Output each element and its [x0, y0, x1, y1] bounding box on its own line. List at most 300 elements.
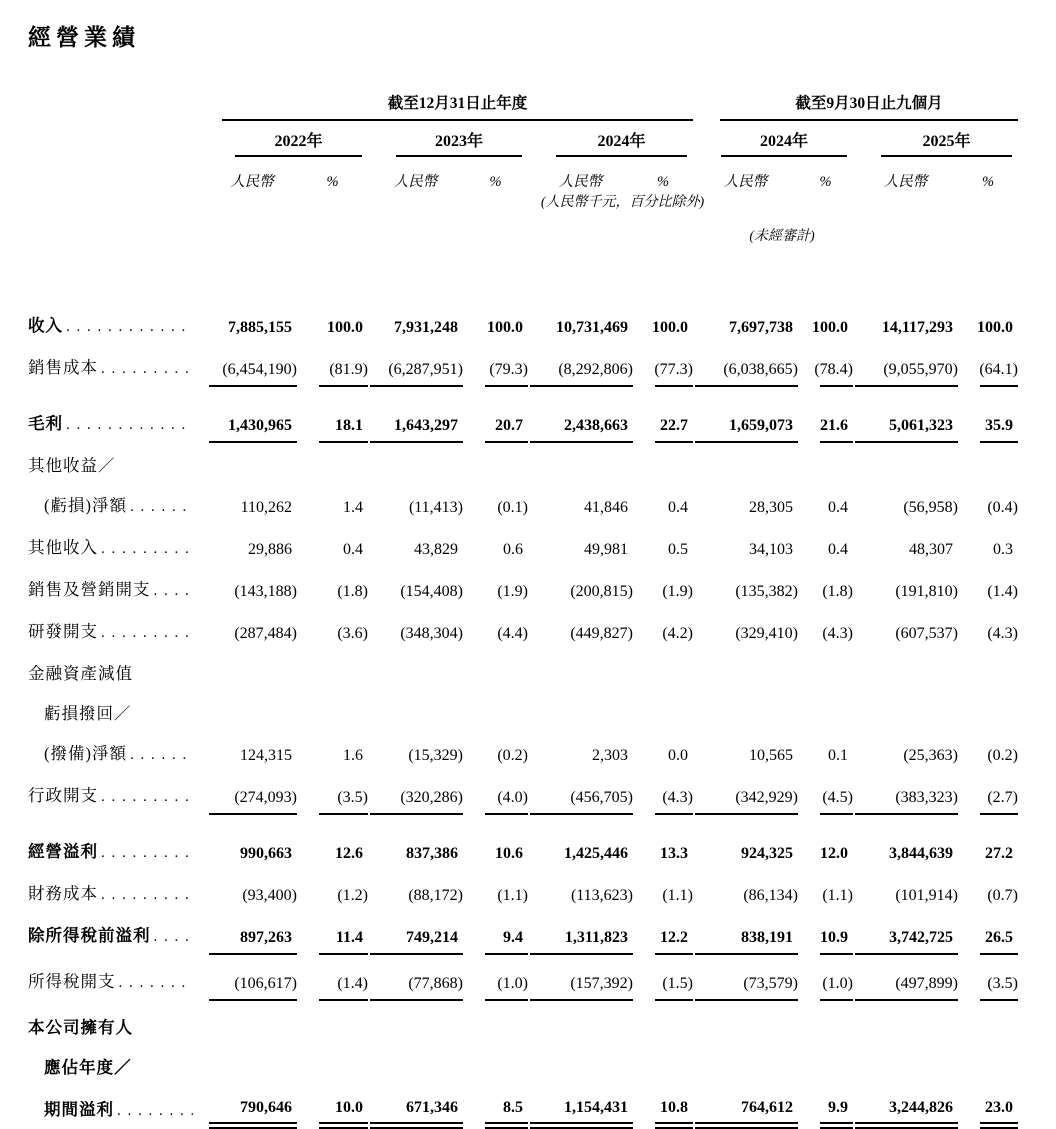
value-text: 11.4 — [335, 929, 363, 946]
percent-header: % — [981, 174, 995, 190]
value-cell-rmb — [370, 1097, 463, 1129]
dot-leader — [101, 359, 193, 380]
value-cell-percent — [980, 359, 1018, 387]
value-cell-percent — [820, 973, 853, 1001]
value-text: 12.6 — [335, 845, 363, 862]
value-text: 1.4 — [343, 499, 363, 516]
row-label: 期間溢利 — [44, 1100, 114, 1119]
value-text: 790,646 — [240, 1099, 292, 1116]
dot-leader — [154, 581, 194, 602]
table-row — [28, 621, 1018, 651]
value-cell-rmb — [370, 415, 463, 443]
value-cell-percent — [820, 745, 853, 773]
value-text: (0.4) — [987, 499, 1018, 516]
value-text: 14,117,293 — [881, 319, 953, 336]
value-text: (2.7) — [987, 789, 1018, 806]
value-text: (11,413) — [408, 499, 463, 516]
value-text: 1,430,965 — [228, 417, 292, 434]
value-cell-percent — [820, 885, 853, 913]
value-text: (1.1) — [662, 887, 693, 904]
dot-leader — [101, 623, 193, 644]
row-label: 金融資產減值 — [28, 664, 133, 683]
value-cell-rmb — [370, 745, 463, 773]
row-label: 所得稅開支 — [28, 972, 116, 991]
value-text: 838,191 — [741, 929, 793, 946]
value-cell-percent — [980, 843, 1018, 871]
dot-leader — [66, 317, 193, 338]
value-text: (77,868) — [408, 975, 463, 992]
row-label: (虧損)淨額 — [44, 496, 127, 515]
value-cell-percent — [980, 724, 1018, 731]
row-label-cell — [28, 971, 207, 1001]
value-cell-rmb — [370, 317, 463, 345]
value-cell-rmb — [855, 1078, 958, 1085]
value-cell-percent — [814, 359, 853, 387]
value-text: (1.4) — [987, 583, 1018, 600]
row-label-cell — [28, 883, 207, 913]
row-label-cell — [28, 1099, 207, 1129]
value-cell-percent — [655, 497, 693, 525]
value-cell-percent — [655, 539, 693, 567]
value-text: (1.9) — [497, 583, 528, 600]
value-cell-percent — [485, 359, 528, 387]
value-text: (607,537) — [895, 625, 958, 642]
value-cell-percent — [980, 497, 1018, 525]
value-text: 28,305 — [749, 499, 793, 516]
value-text: 20.7 — [495, 417, 523, 434]
value-text: (113,623) — [570, 887, 633, 904]
value-cell-rmb — [530, 843, 633, 871]
value-text: 3,244,826 — [889, 1099, 953, 1116]
value-text: 26.5 — [985, 929, 1013, 946]
value-cell-rmb — [209, 1078, 297, 1085]
value-text: 12.0 — [820, 845, 848, 862]
value-cell-percent — [820, 581, 853, 609]
value-cell-percent — [485, 787, 528, 815]
row-label: 其他收益／ — [28, 456, 116, 475]
value-text: (73,579) — [743, 975, 798, 992]
value-text: (79.3) — [489, 361, 528, 378]
row-label-cell — [28, 495, 207, 525]
value-cell-rmb — [855, 724, 958, 731]
row-label: 應佔年度／ — [44, 1058, 132, 1077]
value-cell-rmb — [855, 927, 958, 955]
value-text: (4.3) — [662, 789, 693, 806]
value-cell-rmb — [209, 787, 297, 815]
table-row — [28, 1057, 1018, 1085]
row-label: 行政開支 — [28, 786, 98, 805]
value-text: 671,346 — [406, 1099, 458, 1116]
row-label-cell — [28, 703, 207, 731]
value-text: (78.4) — [814, 361, 853, 378]
value-cell-percent — [485, 581, 528, 609]
value-cell-percent — [820, 623, 853, 651]
value-text: (342,929) — [735, 789, 798, 806]
value-text: 8.5 — [503, 1099, 523, 1116]
value-cell-percent — [980, 745, 1018, 773]
value-cell-rmb — [530, 973, 633, 1001]
value-cell-rmb — [209, 539, 297, 567]
value-text: (81.9) — [329, 361, 368, 378]
value-cell-rmb — [530, 581, 633, 609]
value-cell-rmb — [530, 359, 633, 387]
value-text: (1.9) — [662, 583, 693, 600]
value-text: (25,363) — [903, 747, 958, 764]
value-cell-rmb — [695, 1097, 798, 1129]
value-cell-percent — [655, 745, 693, 773]
value-text: (1.2) — [337, 887, 368, 904]
value-cell-rmb — [209, 885, 297, 913]
table-row — [28, 579, 1018, 609]
value-cell-rmb — [695, 843, 798, 871]
value-cell-percent — [655, 623, 693, 651]
value-text: 1.6 — [343, 747, 363, 764]
table-row — [28, 315, 1018, 345]
value-cell-percent — [319, 684, 368, 691]
row-label: 毛利 — [28, 414, 63, 433]
value-cell-rmb — [855, 539, 958, 567]
value-text: (1.4) — [337, 975, 368, 992]
value-cell-rmb — [209, 684, 297, 691]
value-cell-rmb — [695, 973, 798, 1001]
value-text: 0.4 — [343, 541, 363, 558]
value-cell-percent — [319, 581, 368, 609]
value-cell-percent — [655, 843, 693, 871]
value-text: 10.8 — [660, 1099, 688, 1116]
value-text: (1.8) — [822, 583, 853, 600]
currency-percent-header-row — [28, 173, 1018, 191]
currency-header: 人民幣 — [558, 174, 603, 190]
value-text: 0.1 — [828, 747, 848, 764]
value-cell-percent — [820, 843, 853, 871]
value-cell-rmb — [370, 684, 463, 691]
value-text: 100.0 — [327, 319, 363, 336]
table-row — [28, 703, 1018, 731]
table-row — [28, 785, 1018, 815]
table-row — [28, 841, 1018, 871]
value-cell-percent — [980, 1097, 1018, 1129]
dot-leader — [101, 539, 193, 560]
value-cell-percent — [319, 317, 368, 345]
value-cell-rmb — [209, 745, 297, 773]
value-text: 100.0 — [652, 319, 688, 336]
year-column-header: 2022年 — [235, 133, 362, 157]
value-cell-rmb — [695, 684, 798, 691]
value-text: 0.4 — [828, 499, 848, 516]
value-text: (200,815) — [570, 583, 633, 600]
value-text: 0.0 — [668, 747, 688, 764]
value-text: (135,382) — [735, 583, 798, 600]
value-cell-percent — [319, 359, 368, 387]
value-text: (0.2) — [497, 747, 528, 764]
value-text: (9,055,970) — [883, 361, 958, 378]
table-row — [28, 883, 1018, 913]
year-header-row — [28, 133, 1018, 157]
value-text: (1.5) — [662, 975, 693, 992]
value-text: 124,315 — [240, 747, 292, 764]
value-cell-rmb — [530, 927, 633, 955]
row-label: 除所得稅前溢利 — [28, 926, 151, 945]
page-title: 經營業績 — [28, 24, 140, 50]
row-label-cell — [28, 455, 207, 483]
value-cell-percent — [319, 1097, 368, 1129]
value-cell-percent — [980, 1078, 1018, 1085]
unit-note: (人民幣千元，百分比除外) — [540, 195, 705, 210]
value-cell-percent — [319, 1078, 368, 1085]
value-cell-percent — [485, 1097, 528, 1129]
value-text: 10.9 — [820, 929, 848, 946]
value-cell-percent — [820, 539, 853, 567]
value-cell-percent — [655, 1038, 693, 1045]
table-body — [28, 315, 1018, 1129]
value-text: (287,484) — [234, 625, 297, 642]
value-cell-rmb — [370, 359, 463, 387]
value-cell-percent — [319, 745, 368, 773]
percent-header: % — [656, 174, 670, 190]
value-cell-rmb — [370, 623, 463, 651]
value-cell-rmb — [695, 623, 798, 651]
value-cell-rmb — [209, 415, 297, 443]
value-cell-rmb — [695, 359, 798, 387]
value-cell-rmb — [855, 476, 958, 483]
value-cell-rmb — [209, 317, 297, 345]
value-cell-rmb — [530, 745, 633, 773]
value-cell-percent — [980, 581, 1018, 609]
value-text: (1.1) — [497, 887, 528, 904]
value-text: 924,325 — [741, 845, 793, 862]
value-cell-rmb — [855, 973, 958, 1001]
dot-leader — [101, 787, 193, 808]
value-cell-rmb — [530, 317, 633, 345]
value-cell-rmb — [695, 724, 798, 731]
value-cell-rmb — [855, 359, 958, 387]
value-text: (15,329) — [408, 747, 463, 764]
value-cell-rmb — [530, 476, 633, 483]
value-cell-percent — [812, 317, 853, 345]
value-text: (4.4) — [497, 625, 528, 642]
value-cell-rmb — [370, 787, 463, 815]
value-cell-rmb — [370, 1078, 463, 1085]
value-cell-percent — [319, 885, 368, 913]
value-cell-rmb — [370, 1038, 463, 1045]
value-cell-percent — [655, 724, 693, 731]
row-label-cell — [28, 785, 207, 815]
column-group-nine-month: 截至9月30日止九個月 — [720, 95, 1018, 121]
value-cell-rmb — [695, 581, 798, 609]
dot-leader — [119, 973, 194, 994]
row-label-cell — [28, 537, 207, 567]
value-cell-percent — [485, 539, 528, 567]
value-text: 1,643,297 — [394, 417, 458, 434]
row-label: 收入 — [28, 316, 63, 335]
value-cell-percent — [820, 1078, 853, 1085]
value-cell-percent — [655, 415, 693, 443]
row-label-cell — [28, 841, 207, 871]
value-cell-percent — [319, 843, 368, 871]
value-cell-percent — [485, 623, 528, 651]
value-cell-rmb — [209, 359, 297, 387]
value-cell-percent — [980, 787, 1018, 815]
value-text: 10.6 — [495, 845, 523, 862]
value-cell-rmb — [209, 623, 297, 651]
value-cell-rmb — [695, 885, 798, 913]
table-row — [28, 663, 1018, 691]
value-cell-percent — [980, 684, 1018, 691]
value-text: 5,061,323 — [889, 417, 953, 434]
value-text: (86,134) — [743, 887, 798, 904]
value-text: 749,214 — [406, 929, 458, 946]
value-text: 9.9 — [828, 1099, 848, 1116]
value-text: 27.2 — [985, 845, 1013, 862]
value-text: 2,438,663 — [564, 417, 628, 434]
value-text: (157,392) — [570, 975, 633, 992]
column-group-row — [28, 95, 1018, 121]
value-text: 48,307 — [909, 541, 953, 558]
value-cell-percent — [820, 497, 853, 525]
value-text: 10.0 — [335, 1099, 363, 1116]
value-cell-percent — [980, 927, 1018, 955]
year-column-header: 2025年 — [881, 133, 1012, 157]
value-text: 990,663 — [240, 845, 292, 862]
value-text: (143,188) — [234, 583, 297, 600]
value-text: (106,617) — [234, 975, 297, 992]
value-text: 13.3 — [660, 845, 688, 862]
value-text: 3,742,725 — [889, 929, 953, 946]
value-text: (3.5) — [987, 975, 1018, 992]
value-text: 34,103 — [749, 541, 793, 558]
value-cell-percent — [980, 1038, 1018, 1045]
value-cell-rmb — [370, 885, 463, 913]
value-text: (93,400) — [242, 887, 297, 904]
value-cell-percent — [820, 684, 853, 691]
value-text: (0.1) — [497, 499, 528, 516]
value-text: (8,292,806) — [558, 361, 633, 378]
value-cell-percent — [977, 317, 1018, 345]
value-text: 35.9 — [985, 417, 1013, 434]
value-cell-percent — [485, 1038, 528, 1045]
value-text: 9.4 — [503, 929, 523, 946]
value-cell-percent — [820, 1038, 853, 1045]
value-cell-percent — [485, 843, 528, 871]
value-cell-percent — [820, 415, 853, 443]
value-cell-percent — [485, 1078, 528, 1085]
dot-leader — [117, 1101, 193, 1122]
value-text: (6,287,951) — [388, 361, 463, 378]
value-text: (101,914) — [895, 887, 958, 904]
value-cell-rmb — [695, 787, 798, 815]
value-cell-percent — [319, 497, 368, 525]
value-cell-percent — [485, 927, 528, 955]
value-cell-rmb — [370, 497, 463, 525]
value-text: (56,958) — [903, 499, 958, 516]
table-row — [28, 537, 1018, 567]
value-cell-rmb — [695, 415, 798, 443]
value-text: 21.6 — [820, 417, 848, 434]
value-cell-rmb — [695, 317, 798, 345]
value-cell-rmb — [855, 745, 958, 773]
dot-leader — [130, 497, 193, 518]
row-label-cell — [28, 315, 207, 345]
value-cell-rmb — [530, 1038, 633, 1045]
value-cell-rmb — [530, 497, 633, 525]
value-cell-percent — [485, 497, 528, 525]
percent-header: % — [326, 174, 339, 190]
value-text: 3,844,639 — [889, 845, 953, 862]
value-cell-rmb — [530, 1078, 633, 1085]
value-cell-rmb — [855, 623, 958, 651]
value-text: (4.2) — [662, 625, 693, 642]
value-cell-percent — [820, 476, 853, 483]
value-text: 1,311,823 — [564, 929, 628, 946]
value-text: (1.0) — [497, 975, 528, 992]
value-text: 110,262 — [240, 499, 292, 516]
currency-header: 人民幣 — [393, 174, 438, 190]
value-text: 1,425,446 — [564, 845, 628, 862]
value-text: 12.2 — [660, 929, 688, 946]
row-label: 財務成本 — [28, 884, 98, 903]
value-text: 7,931,248 — [394, 319, 458, 336]
value-text: 1,154,431 — [564, 1099, 628, 1116]
value-cell-rmb — [855, 581, 958, 609]
value-cell-percent — [319, 623, 368, 651]
value-cell-percent — [319, 724, 368, 731]
value-text: (348,304) — [400, 625, 463, 642]
dot-leader — [66, 415, 193, 436]
currency-header: 人民幣 — [883, 174, 928, 190]
value-cell-rmb — [209, 973, 297, 1001]
value-cell-percent — [485, 476, 528, 483]
value-text: (274,093) — [234, 789, 297, 806]
value-text: (1.8) — [337, 583, 368, 600]
value-text: 18.1 — [335, 417, 363, 434]
value-cell-percent — [319, 973, 368, 1001]
value-cell-rmb — [209, 843, 297, 871]
value-cell-percent — [820, 787, 853, 815]
value-cell-percent — [655, 359, 693, 387]
value-text: 22.7 — [660, 417, 688, 434]
value-text: 100.0 — [977, 319, 1013, 336]
value-cell-rmb — [370, 843, 463, 871]
value-cell-rmb — [370, 927, 463, 955]
year-column-header: 2024年 — [556, 133, 687, 157]
row-label-cell — [28, 1057, 207, 1085]
value-cell-percent — [485, 973, 528, 1001]
value-cell-rmb — [695, 1038, 798, 1045]
dot-leader — [130, 745, 193, 766]
row-label: 研發開支 — [28, 622, 98, 641]
value-cell-rmb — [530, 787, 633, 815]
value-cell-percent — [655, 581, 693, 609]
value-cell-rmb — [530, 1097, 633, 1129]
value-text: (64.1) — [979, 361, 1018, 378]
value-cell-percent — [319, 415, 368, 443]
row-label-cell — [28, 663, 207, 691]
value-cell-rmb — [370, 724, 463, 731]
dot-leader — [101, 843, 193, 864]
value-cell-rmb — [695, 927, 798, 955]
row-label: 銷售及營銷開支 — [28, 580, 151, 599]
value-cell-percent — [319, 539, 368, 567]
value-cell-percent — [980, 476, 1018, 483]
value-cell-rmb — [530, 885, 633, 913]
value-text: 897,263 — [240, 929, 292, 946]
table-row — [28, 1017, 1018, 1045]
value-text: 7,697,738 — [729, 319, 793, 336]
table-row — [28, 455, 1018, 483]
row-label: 銷售成本 — [28, 358, 98, 377]
value-text: (3.6) — [337, 625, 368, 642]
value-cell-rmb — [370, 539, 463, 567]
